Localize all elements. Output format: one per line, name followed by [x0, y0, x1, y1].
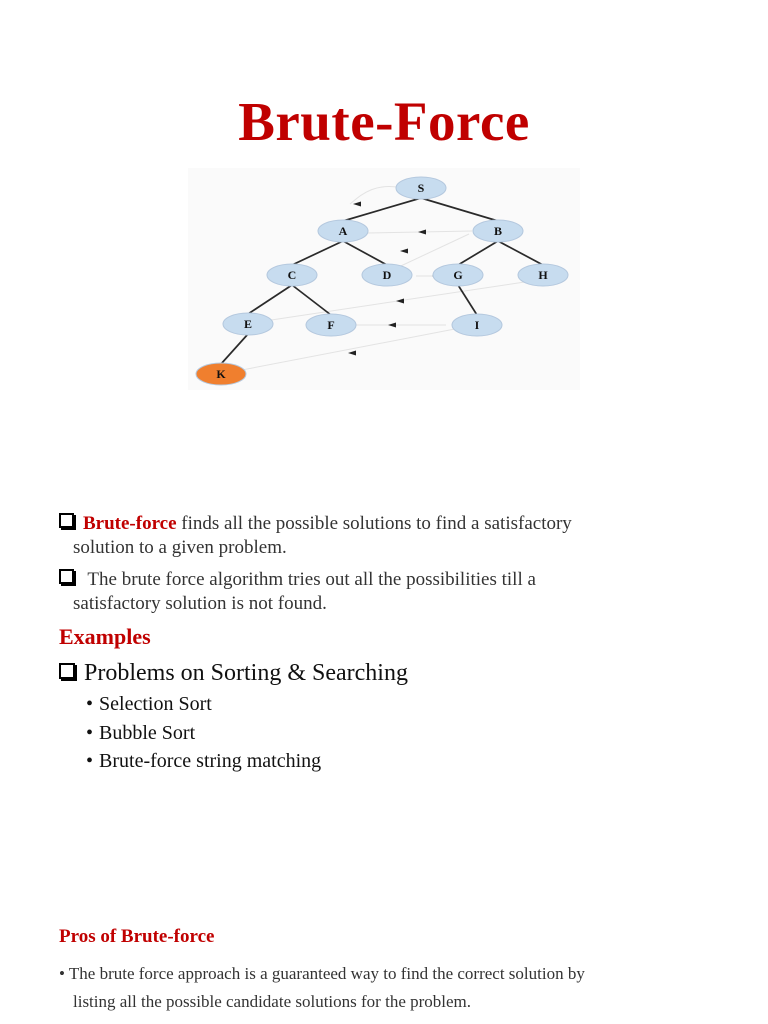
list-item: • Selection Sort: [86, 690, 321, 719]
tree-node-label: A: [338, 224, 348, 238]
point-2: [59, 568, 708, 616]
tree-node-E: [223, 313, 273, 335]
point-text-continued: satisfactory solution is not found.: [73, 593, 327, 614]
page-title: Brute-Force: [238, 91, 530, 152]
tree-node-label: I: [474, 318, 480, 332]
tree-node-F: [306, 314, 356, 336]
point-text-continued: solution to a given problem.: [73, 537, 287, 558]
list-item: • Bubble Sort: [86, 719, 321, 748]
pros-text: The brute force approach is a guaranteed way to find the correct solution by: [68, 964, 585, 983]
examples-group-label: Problems on Sorting & Searching: [84, 660, 408, 686]
tree-node-D: [362, 264, 412, 286]
point-text: finds all the possible solutions to find a satisfactory: [176, 513, 572, 534]
tree-node-C: [267, 264, 317, 286]
tree-node-label: K: [216, 367, 226, 381]
tree-node-H: [518, 264, 568, 286]
tree-node-label: D: [382, 268, 392, 282]
pros-heading: Pros of Brute-force: [59, 926, 215, 947]
tree-node-label: G: [453, 268, 463, 282]
pros-text-continued: listing all the possible candidate solutions for the problem.: [73, 992, 472, 1011]
pros-item: [59, 960, 708, 1016]
checkbox-bullet-icon: [59, 663, 75, 679]
tree-node-label: C: [287, 268, 297, 282]
search-tree-diagram: [188, 168, 580, 390]
point-1: [59, 512, 708, 560]
tree-node-S: [396, 177, 446, 199]
bullet-icon: •: [59, 964, 65, 983]
tree-node-label: E: [243, 317, 253, 331]
tree-node-label: B: [493, 224, 503, 238]
tree-node-A: [318, 220, 368, 242]
tree-node-G: [433, 264, 483, 286]
tree-node-K: [196, 363, 246, 385]
tree-node-label: H: [538, 268, 548, 282]
examples-heading: Examples: [59, 624, 151, 649]
examples-group: [59, 660, 408, 687]
tree-node-I: [452, 314, 502, 336]
examples-list: [86, 690, 321, 776]
tree-node-label: S: [417, 181, 425, 195]
highlight-term: Brute-force: [83, 513, 177, 534]
checkbox-bullet-icon: [59, 513, 74, 528]
point-text: The brute force algorithm tries out all the possibilities till a: [87, 569, 536, 590]
tree-node-label: F: [327, 318, 335, 332]
tree-node-B: [473, 220, 523, 242]
checkbox-bullet-icon: [59, 569, 74, 584]
list-item: • Brute-force string matching: [86, 747, 321, 776]
